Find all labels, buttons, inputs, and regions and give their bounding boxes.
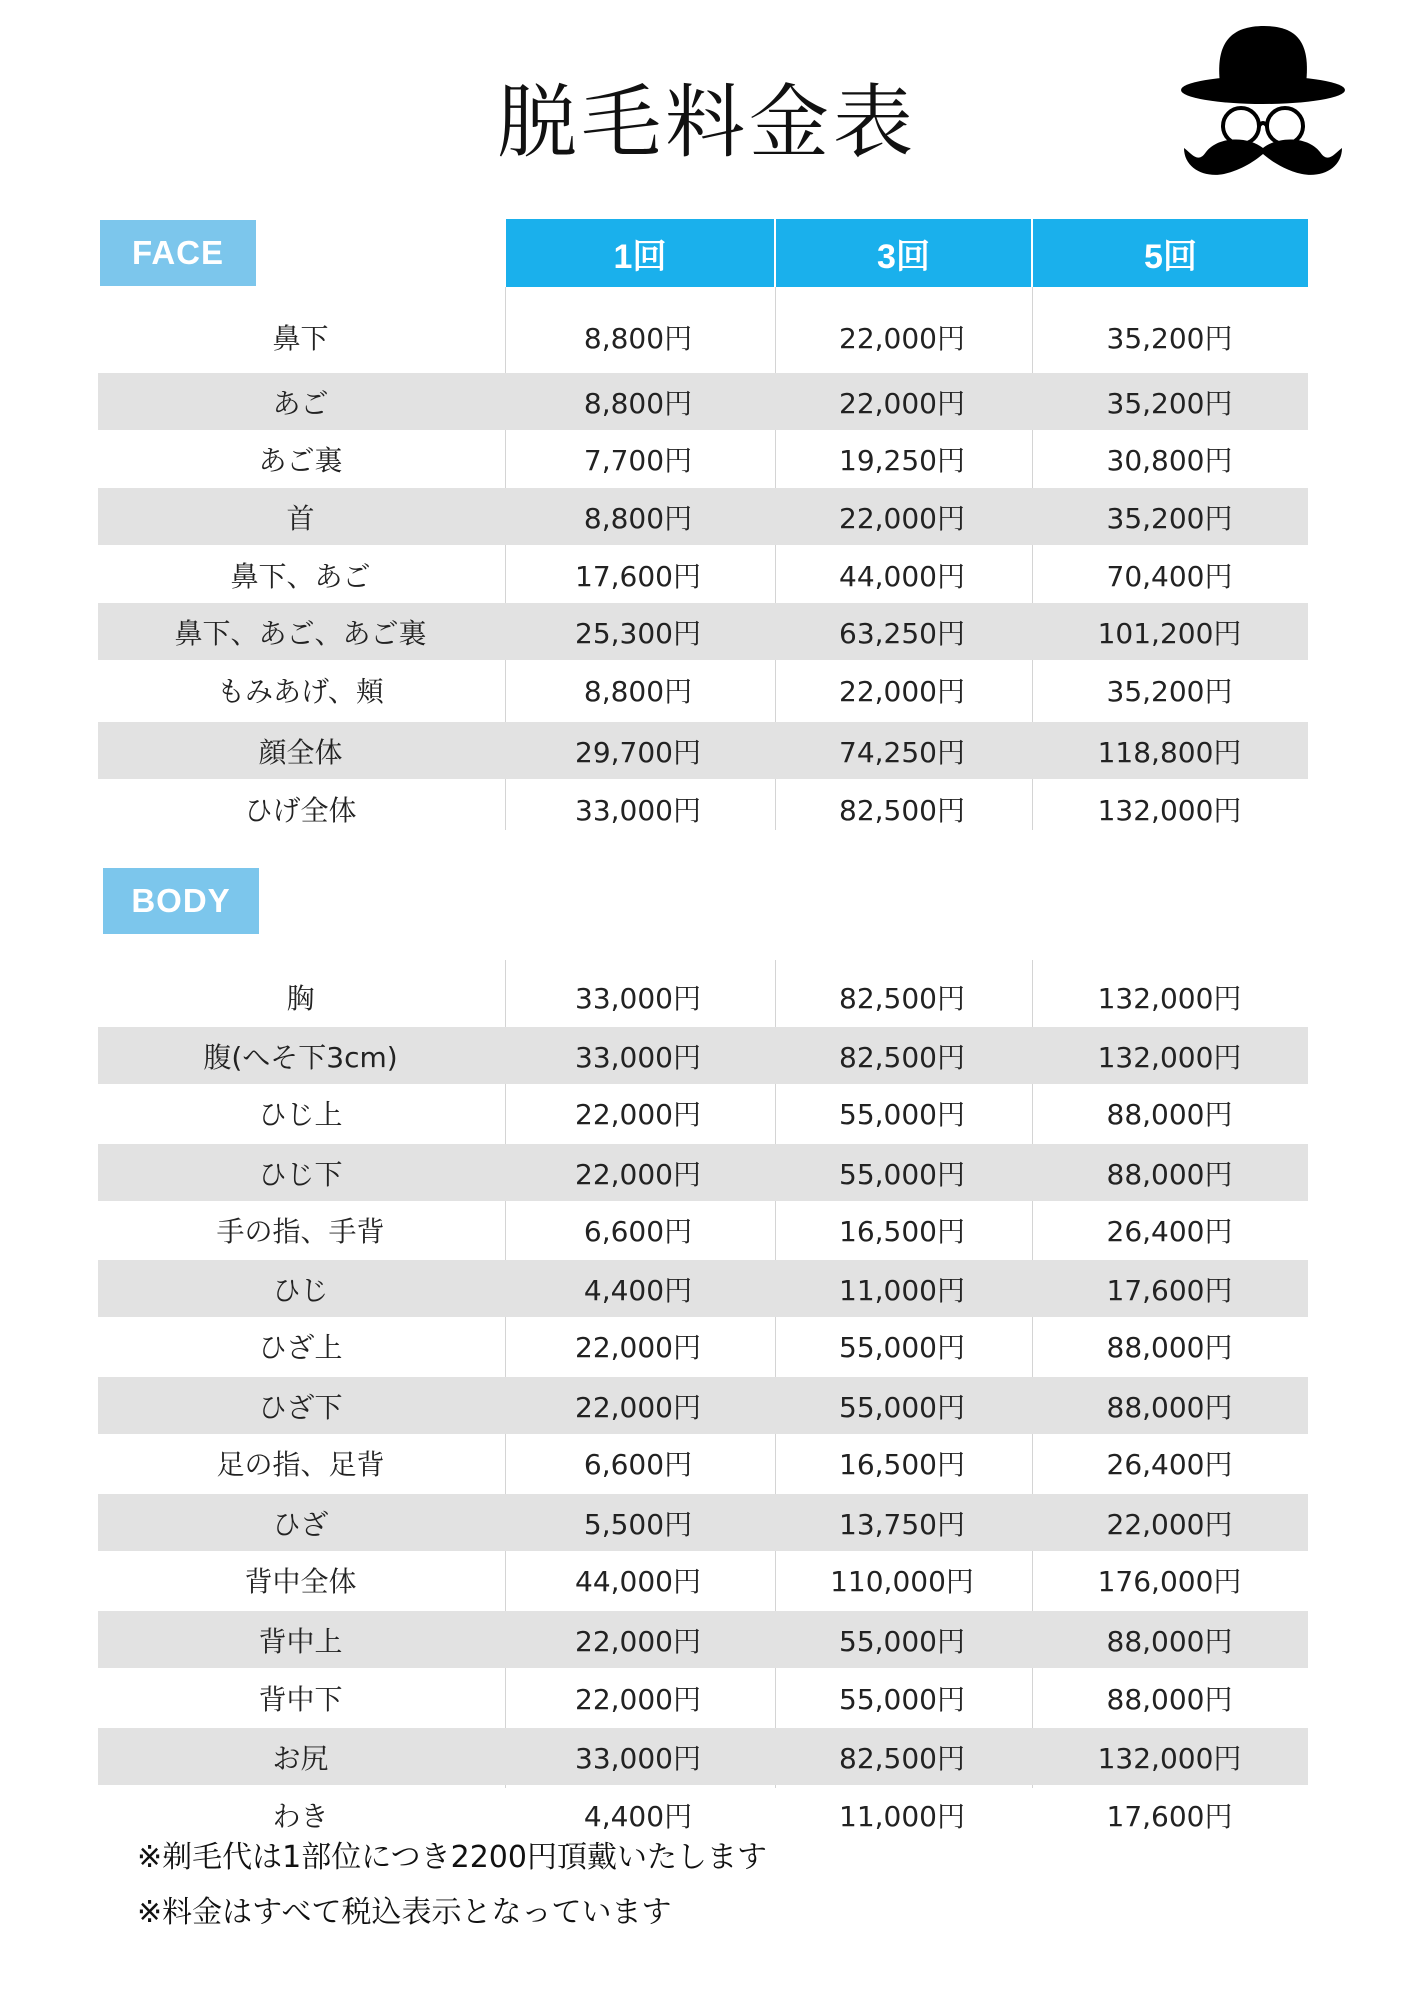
row-price-3-cell [773, 722, 1031, 779]
row-part-name-cell [98, 373, 503, 430]
row-price-3-cell [773, 1611, 1031, 1668]
row-price-3: 110,000円 [830, 1564, 974, 1598]
row-part-name: ひざ上 [258, 1330, 343, 1364]
row-price-3-cell [773, 780, 1031, 837]
row-part-name-cell [98, 968, 503, 1025]
row-part-name: 背中下 [258, 1682, 343, 1716]
row-price-5: 26,400円 [1106, 1447, 1233, 1481]
row-price-5-cell [1031, 1027, 1308, 1084]
row-price-5: 35,200円 [1106, 674, 1233, 708]
row-price-5-cell [1031, 1434, 1308, 1491]
row-price-1: 33,000円 [575, 981, 701, 1015]
row-part-name-cell [98, 780, 503, 837]
table-row [98, 1611, 1308, 1668]
page-title: 脱毛料金表 [497, 76, 917, 169]
row-price-3-cell [773, 546, 1031, 603]
row-price-1: 8,800円 [583, 674, 693, 708]
row-part-name-cell [98, 1669, 503, 1726]
row-part-name-cell [98, 722, 503, 779]
note-tax-included: ※料金はすべて税込表示となっています [137, 1895, 672, 1930]
row-price-5: 26,400円 [1106, 1214, 1233, 1248]
row-part-name: お尻 [272, 1741, 329, 1775]
row-price-3-cell [773, 1260, 1031, 1317]
table-row [98, 1027, 1308, 1084]
notes [137, 1830, 767, 1940]
table-row [98, 1144, 1308, 1201]
table-row [98, 722, 1308, 779]
row-part-name: あご裏 [258, 443, 343, 477]
row-part-name-cell [98, 1201, 503, 1258]
row-part-name: 腹(へそ下3cm) [203, 1040, 398, 1074]
row-price-1-cell [503, 661, 773, 718]
row-part-name: 足の指、足背 [216, 1447, 385, 1481]
row-part-name: ひじ [272, 1273, 329, 1307]
row-part-name-cell [98, 430, 503, 487]
row-price-5: 132,000円 [1097, 1741, 1242, 1775]
table-row [98, 968, 1308, 1025]
row-price-5-cell [1031, 661, 1308, 718]
gentleman-hat-mustache-icon [1178, 18, 1348, 190]
row-price-1-cell [503, 308, 773, 365]
table-row [98, 308, 1308, 365]
row-price-1-cell [503, 722, 773, 779]
row-price-5-cell [1031, 1786, 1308, 1843]
table-row [98, 1434, 1308, 1491]
row-price-1: 29,700円 [575, 735, 701, 769]
row-part-name-cell [98, 1260, 503, 1317]
row-price-5: 35,200円 [1106, 501, 1233, 535]
row-part-name-cell [98, 1084, 503, 1141]
row-price-3-cell [773, 603, 1031, 660]
row-price-3-cell [773, 1027, 1031, 1084]
row-price-1-cell [503, 1084, 773, 1141]
row-price-3: 82,500円 [839, 1741, 965, 1775]
row-price-1: 8,800円 [583, 501, 693, 535]
face-section-tag: FACE [100, 220, 256, 286]
row-price-3: 22,000円 [839, 386, 965, 420]
row-price-3: 82,500円 [839, 981, 965, 1015]
row-price-5-cell [1031, 1084, 1308, 1141]
row-part-name-cell [98, 1434, 503, 1491]
row-price-5-cell [1031, 546, 1308, 603]
row-price-5-cell [1031, 1377, 1308, 1434]
row-price-1: 4,400円 [583, 1273, 693, 1307]
table-row [98, 603, 1308, 660]
row-price-5: 118,800円 [1097, 735, 1242, 769]
row-price-5: 88,000円 [1106, 1390, 1233, 1424]
note-shaving-fee: ※剃毛代は1部位につき2200円頂戴いたします [137, 1840, 767, 1875]
row-part-name-cell [98, 546, 503, 603]
table-row [98, 1260, 1308, 1317]
row-part-name-cell [98, 1494, 503, 1551]
row-price-1: 6,600円 [583, 1447, 693, 1481]
row-price-1: 33,000円 [575, 1741, 701, 1775]
row-price-3-cell [773, 373, 1031, 430]
row-part-name-cell [98, 308, 503, 365]
row-price-3-cell [773, 1144, 1031, 1201]
row-price-1-cell [503, 1027, 773, 1084]
row-price-1-cell [503, 488, 773, 545]
table-row [98, 1494, 1308, 1551]
row-price-3: 63,250円 [839, 616, 965, 650]
column-header-3: 3回 [776, 219, 1031, 287]
row-price-3: 55,000円 [839, 1624, 965, 1658]
row-price-3-cell [773, 1728, 1031, 1785]
table-row [98, 1551, 1308, 1608]
row-price-5-cell [1031, 1317, 1308, 1374]
row-price-1-cell [503, 1260, 773, 1317]
row-price-1: 22,000円 [575, 1390, 701, 1424]
row-price-5: 17,600円 [1106, 1799, 1233, 1833]
row-price-3: 13,750円 [839, 1507, 965, 1541]
row-price-3: 11,000円 [839, 1799, 965, 1833]
row-part-name-cell [98, 1611, 503, 1668]
row-price-1-cell [503, 1377, 773, 1434]
row-price-1-cell [503, 1551, 773, 1608]
row-price-3-cell [773, 661, 1031, 718]
row-price-3-cell [773, 488, 1031, 545]
row-price-1: 22,000円 [575, 1330, 701, 1364]
row-price-5-cell [1031, 430, 1308, 487]
row-price-3: 22,000円 [839, 321, 965, 355]
row-price-5-cell [1031, 1494, 1308, 1551]
table-row [98, 1377, 1308, 1434]
row-part-name: ひじ上 [258, 1097, 343, 1131]
row-price-1-cell [503, 1144, 773, 1201]
row-part-name: 手の指、手背 [216, 1214, 385, 1248]
row-price-3: 44,000円 [839, 559, 965, 593]
row-part-name: ひざ下 [258, 1390, 343, 1424]
table-row [98, 546, 1308, 603]
row-price-3-cell [773, 1786, 1031, 1843]
row-price-3: 55,000円 [839, 1157, 965, 1191]
row-part-name-cell [98, 1317, 503, 1374]
row-price-1-cell [503, 373, 773, 430]
row-price-1: 22,000円 [575, 1682, 701, 1716]
row-price-1-cell [503, 1728, 773, 1785]
table-row [98, 1201, 1308, 1258]
row-price-3: 55,000円 [839, 1097, 965, 1131]
row-price-5-cell [1031, 1551, 1308, 1608]
row-price-5: 132,000円 [1097, 793, 1242, 827]
row-part-name: 顔全体 [258, 735, 343, 769]
row-price-3-cell [773, 968, 1031, 1025]
row-price-5: 30,800円 [1106, 443, 1233, 477]
row-price-3: 82,500円 [839, 793, 965, 827]
row-part-name-cell [98, 603, 503, 660]
row-price-3: 16,500円 [839, 1214, 965, 1248]
row-price-3-cell [773, 308, 1031, 365]
row-price-5: 88,000円 [1106, 1624, 1233, 1658]
row-price-5-cell [1031, 1728, 1308, 1785]
row-part-name: わき [272, 1799, 329, 1833]
row-price-1: 22,000円 [575, 1624, 701, 1658]
row-price-5-cell [1031, 1669, 1308, 1726]
row-price-1-cell [503, 1201, 773, 1258]
table-row [98, 488, 1308, 545]
row-price-3-cell [773, 1377, 1031, 1434]
row-price-1-cell [503, 1611, 773, 1668]
row-price-3: 82,500円 [839, 1040, 965, 1074]
row-part-name: 首 [286, 501, 315, 535]
row-part-name: 背中全体 [244, 1564, 357, 1598]
row-price-3: 16,500円 [839, 1447, 965, 1481]
row-part-name: あご [272, 386, 329, 420]
row-price-1: 25,300円 [575, 616, 701, 650]
row-price-3-cell [773, 1201, 1031, 1258]
table-row [98, 1669, 1308, 1726]
row-price-1-cell [503, 1669, 773, 1726]
row-price-1: 44,000円 [575, 1564, 701, 1598]
row-part-name-cell [98, 661, 503, 718]
row-price-5-cell [1031, 603, 1308, 660]
table-row [98, 661, 1308, 718]
row-price-3: 55,000円 [839, 1682, 965, 1716]
table-row [98, 1728, 1308, 1785]
row-part-name-cell [98, 1377, 503, 1434]
row-price-3-cell [773, 1317, 1031, 1374]
row-price-5: 132,000円 [1097, 1040, 1242, 1074]
row-price-5: 88,000円 [1106, 1330, 1233, 1364]
row-price-5-cell [1031, 373, 1308, 430]
row-price-1: 4,400円 [583, 1799, 693, 1833]
row-price-3: 22,000円 [839, 674, 965, 708]
table-row [98, 430, 1308, 487]
row-price-1: 8,800円 [583, 321, 693, 355]
row-price-3-cell [773, 1434, 1031, 1491]
row-price-5: 132,000円 [1097, 981, 1242, 1015]
row-price-5: 101,200円 [1097, 616, 1242, 650]
row-price-5-cell [1031, 780, 1308, 837]
row-part-name: ひげ全体 [244, 793, 357, 827]
row-price-3: 74,250円 [839, 735, 965, 769]
row-price-5: 88,000円 [1106, 1157, 1233, 1191]
row-price-5: 88,000円 [1106, 1097, 1233, 1131]
row-part-name: 鼻下 [272, 321, 329, 355]
row-price-1: 7,700円 [583, 443, 693, 477]
row-part-name: ひざ [272, 1507, 329, 1541]
row-price-5: 17,600円 [1106, 1273, 1233, 1307]
row-price-3-cell [773, 1551, 1031, 1608]
row-part-name-cell [98, 1027, 503, 1084]
row-price-1: 6,600円 [583, 1214, 693, 1248]
table-row [98, 1084, 1308, 1141]
row-price-1: 33,000円 [575, 793, 701, 827]
row-price-5: 22,000円 [1106, 1507, 1233, 1541]
row-price-5: 35,200円 [1106, 386, 1233, 420]
row-price-1-cell [503, 546, 773, 603]
row-part-name: ひじ下 [258, 1157, 343, 1191]
row-price-3: 19,250円 [839, 443, 965, 477]
row-part-name-cell [98, 1551, 503, 1608]
row-price-1: 8,800円 [583, 386, 693, 420]
body-section-tag: BODY [103, 868, 259, 934]
row-price-1: 17,600円 [575, 559, 701, 593]
row-price-3: 55,000円 [839, 1330, 965, 1364]
table-row [98, 1317, 1308, 1374]
row-price-5: 70,400円 [1106, 559, 1233, 593]
row-price-5-cell [1031, 1611, 1308, 1668]
row-price-5: 35,200円 [1106, 321, 1233, 355]
row-part-name-cell [98, 1144, 503, 1201]
row-price-3-cell [773, 1669, 1031, 1726]
row-price-1: 22,000円 [575, 1157, 701, 1191]
row-price-3: 22,000円 [839, 501, 965, 535]
row-price-5-cell [1031, 488, 1308, 545]
row-price-5-cell [1031, 1144, 1308, 1201]
row-price-1-cell [503, 1317, 773, 1374]
row-price-1-cell [503, 1434, 773, 1491]
table-row [98, 373, 1308, 430]
row-part-name-cell [98, 1728, 503, 1785]
row-price-5-cell [1031, 1201, 1308, 1258]
row-part-name-cell [98, 488, 503, 545]
row-price-1: 22,000円 [575, 1097, 701, 1131]
row-part-name: 胸 [286, 981, 315, 1015]
row-price-5: 176,000円 [1097, 1564, 1242, 1598]
table-row [98, 780, 1308, 837]
row-price-3-cell [773, 430, 1031, 487]
row-price-5-cell [1031, 722, 1308, 779]
row-price-1-cell [503, 603, 773, 660]
row-price-1-cell [503, 1494, 773, 1551]
column-header-5: 5回 [1033, 219, 1308, 287]
row-price-3: 55,000円 [839, 1390, 965, 1424]
row-part-name: 背中上 [258, 1624, 343, 1658]
row-part-name: 鼻下、あご [230, 559, 371, 593]
row-price-3: 11,000円 [839, 1273, 965, 1307]
column-header-1: 1回 [506, 219, 774, 287]
row-price-1: 5,500円 [583, 1507, 693, 1541]
row-price-1: 33,000円 [575, 1040, 701, 1074]
row-part-name: もみあげ、頬 [217, 674, 384, 708]
row-price-5-cell [1031, 968, 1308, 1025]
row-price-5: 88,000円 [1106, 1682, 1233, 1716]
row-price-1-cell [503, 780, 773, 837]
row-price-5-cell [1031, 308, 1308, 365]
row-price-1-cell [503, 968, 773, 1025]
row-price-5-cell [1031, 1260, 1308, 1317]
row-price-3-cell [773, 1494, 1031, 1551]
row-price-3-cell [773, 1084, 1031, 1141]
row-price-1-cell [503, 430, 773, 487]
row-part-name: 鼻下、あご、あご裏 [174, 616, 427, 650]
